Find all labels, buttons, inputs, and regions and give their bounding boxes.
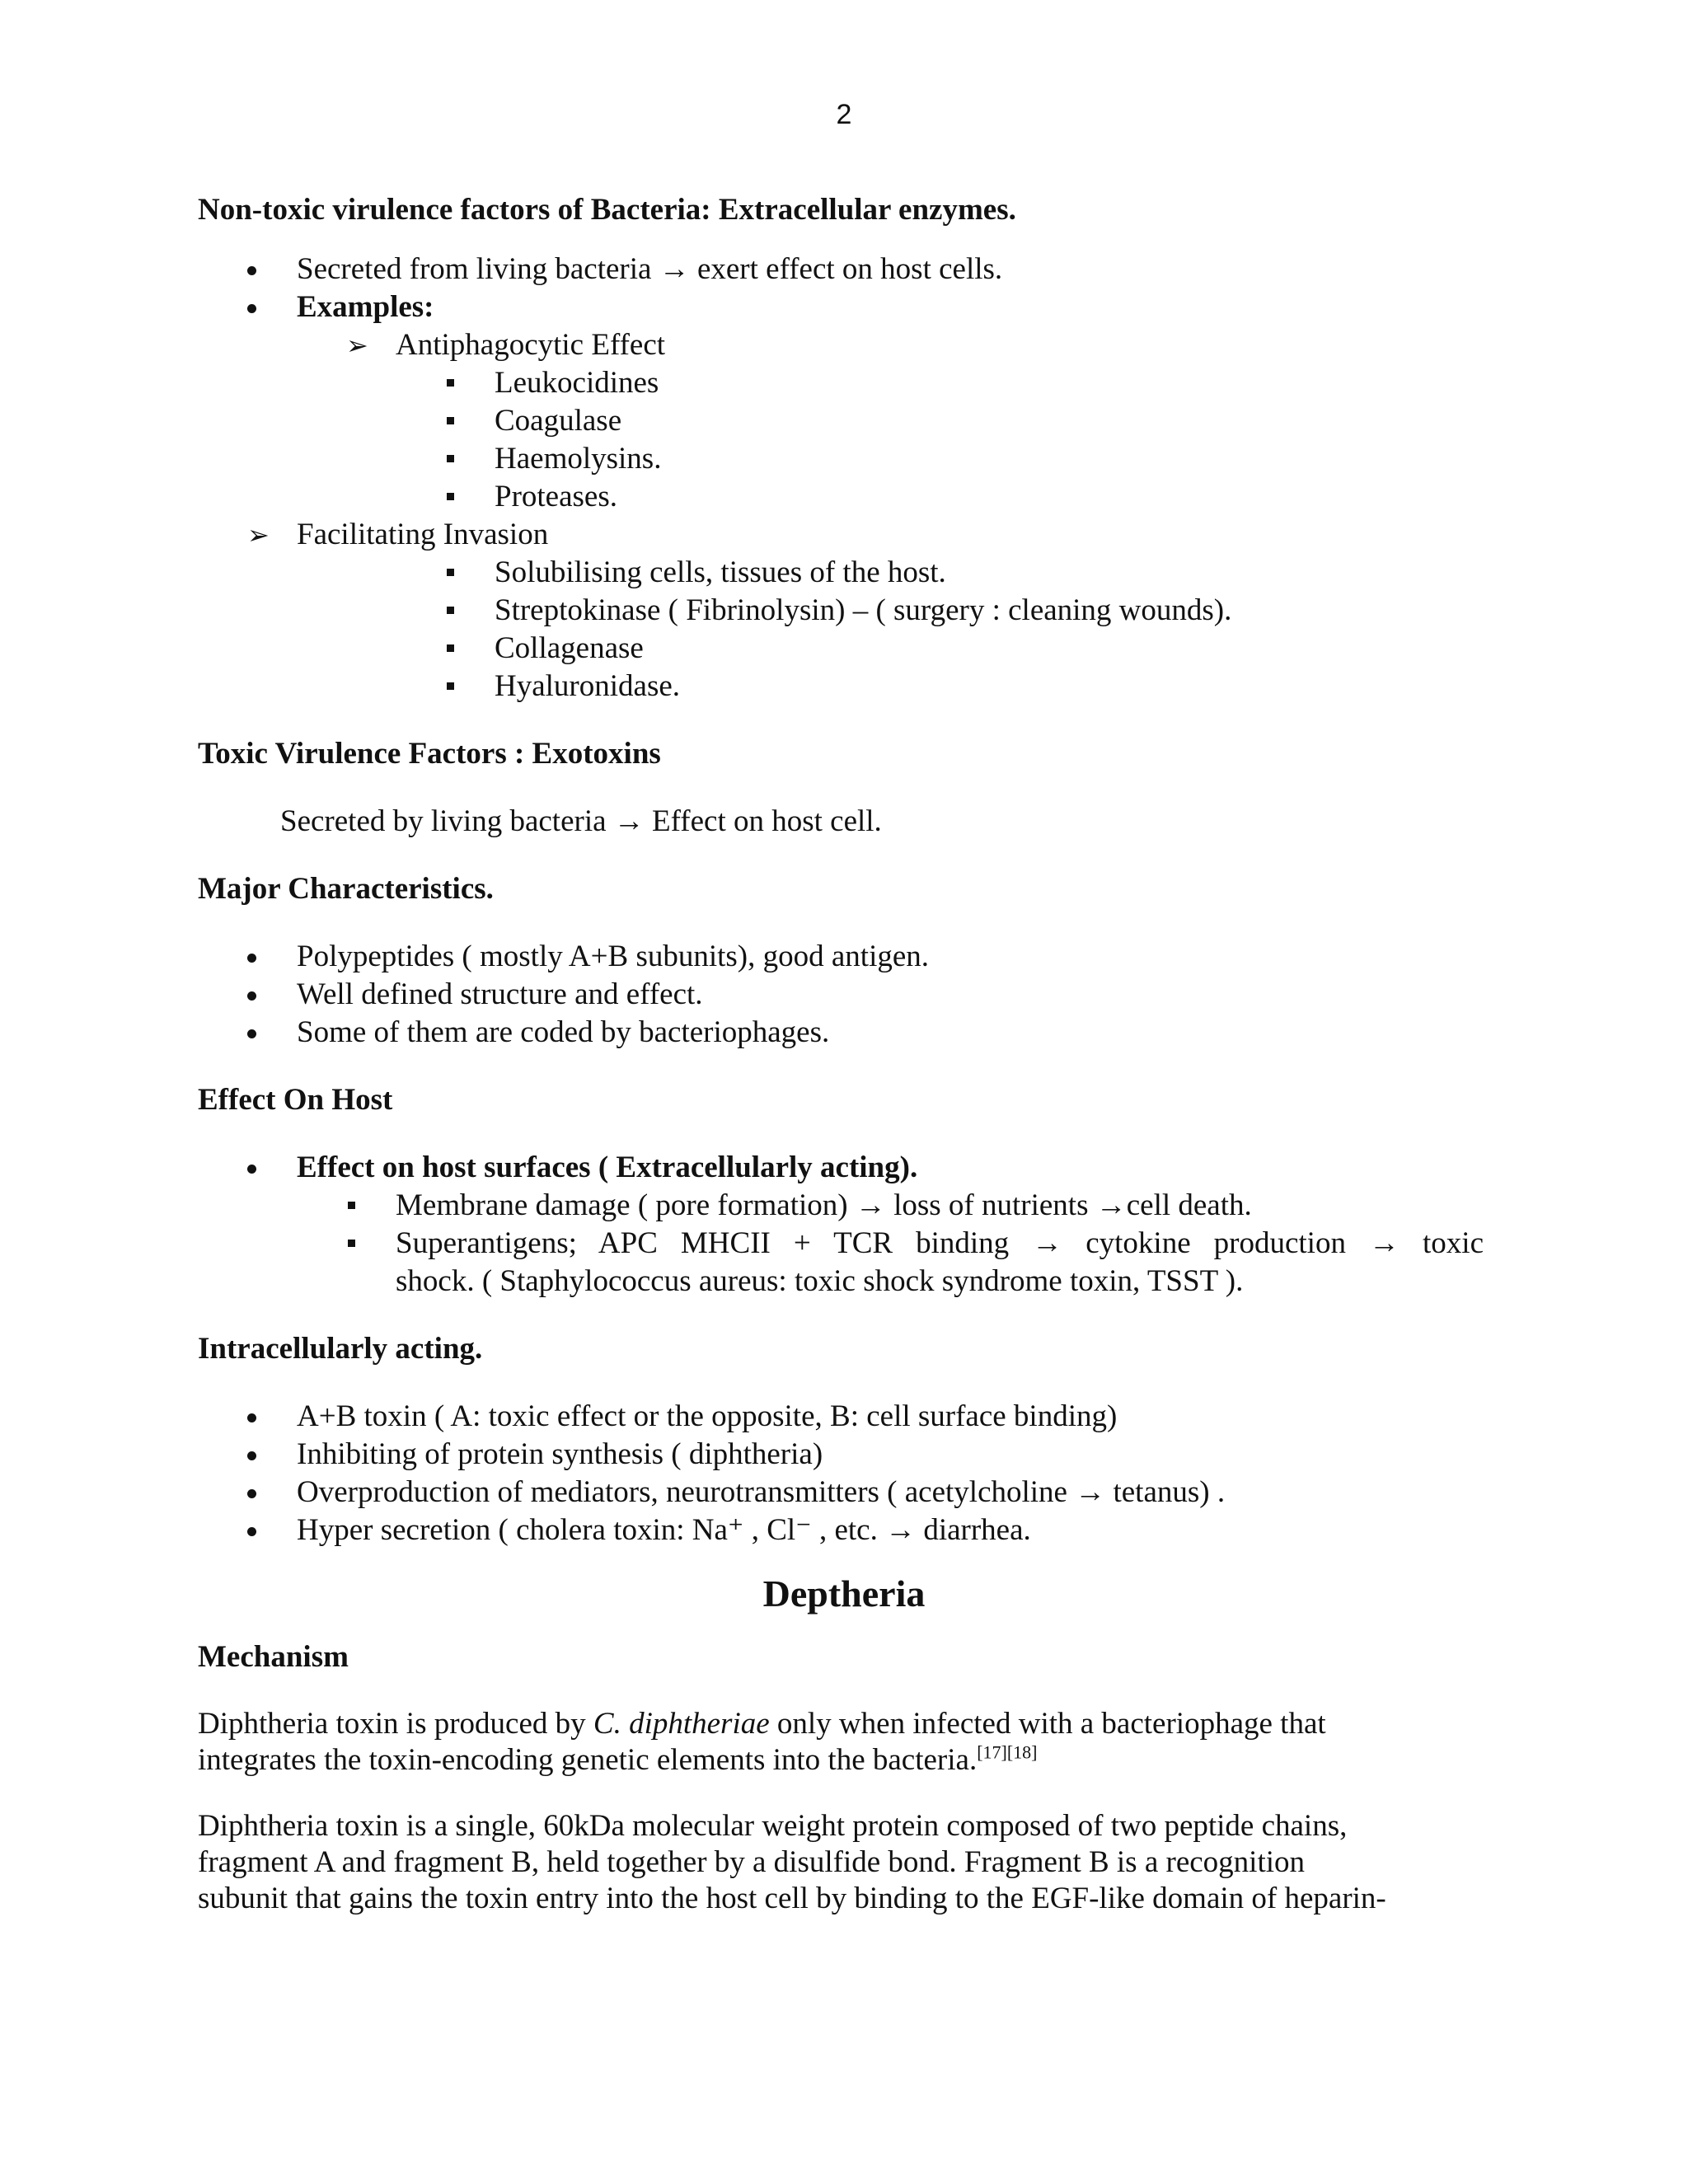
paragraph-line: fragment A and fragment B, held together by a disulfide bond. Fragment B is a recognition [198, 1845, 1306, 1879]
list-item: Streptokinase ( Fibrinolysin) – ( surgery : cleaning wounds). [198, 592, 1500, 630]
section-title-deptheria: Deptheria [762, 1572, 926, 1615]
list-item: Haemolysins. [198, 440, 1500, 478]
list-item: Superantigens; APC MHCII + TCR binding → cytokine production → toxic [198, 1225, 1484, 1263]
list-item: Some of them are coded by bacteriophages. [198, 1014, 1500, 1052]
list-item: Membrane damage ( pore formation) → loss of nutrients →cell death. [198, 1187, 1500, 1225]
list-item-host-surfaces: Effect on host surfaces ( Extracellularly acting). [198, 1149, 1500, 1187]
list-item: Collagenase [198, 630, 1500, 668]
arrow-bullet-icon: ➢ [346, 330, 368, 361]
list-item: Well defined structure and effect. [198, 976, 1500, 1014]
heading-mechanism: Mechanism [198, 1640, 349, 1674]
list-item: Leukocidines [198, 364, 1500, 402]
heading-effect-on-host: Effect On Host [198, 1083, 393, 1117]
list-item: A+B toxin ( A: toxic effect or the opposite, B: cell surface binding) [198, 1398, 1500, 1436]
heading-intracellularly-acting: Intracellularly acting. [198, 1332, 483, 1366]
list-item: Secreted from living bacteria → exert effect on host cells. [198, 251, 1500, 288]
heading-toxic-virulence: Toxic Virulence Factors : Exotoxins [198, 737, 661, 771]
list-item-antiphagocytic [198, 326, 1500, 364]
list-item-label: Antiphagocytic Effect [396, 328, 666, 362]
list-item: Overproduction of mediators, neurotransmitters ( acetylcholine → tetanus) . [198, 1474, 1500, 1511]
arrow-bullet-icon: ➢ [247, 519, 270, 551]
list-item: Solubilising cells, tissues of the host. [198, 554, 1500, 592]
paragraph-line: Diphtheria toxin is a single, 60kDa molecular weight protein composed of two peptide chains, [198, 1809, 1348, 1843]
list-item-continuation: shock. ( Staphylococcus aureus: toxic shock syndrome toxin, TSST ). [396, 1264, 1244, 1298]
paragraph-exotoxins: Secreted by living bacteria → Effect on host cell. [280, 804, 882, 838]
list-item: Hyper secretion ( cholera toxin: Na⁺ , Cl⁻ , etc. → diarrhea. [198, 1511, 1500, 1549]
paragraph-toxin-production [198, 1706, 1500, 1779]
paragraph-line [198, 1742, 1500, 1779]
text-span: integrates the toxin-encoding genetic elements into the bacteria. [198, 1743, 978, 1777]
list-item-label: Facilitating Invasion [297, 518, 549, 551]
list-item-invasion [198, 516, 1500, 554]
page-number: 2 [836, 99, 852, 130]
list-item: Inhibiting of protein synthesis ( diphtheria) [198, 1436, 1500, 1474]
paragraph-line [198, 1706, 1500, 1742]
list-item: Hyaluronidase. [198, 668, 1500, 705]
text-span: only when infected with a bacteriophage that [769, 1707, 1326, 1741]
paragraph-toxin-structure [198, 1808, 1500, 1917]
heading-major-characteristics: Major Characteristics. [198, 872, 494, 906]
species-name: C. diphtheriae [593, 1707, 770, 1741]
text-span: Diphtheria toxin is produced by [198, 1707, 593, 1741]
list-item: Proteases. [198, 478, 1500, 516]
document-body [198, 191, 1500, 1917]
citation-reference[interactable]: [17][18] [977, 1741, 1038, 1763]
heading-nontoxic-virulence: Non-toxic virulence factors of Bacteria: Extracellular enzymes. [198, 193, 1016, 227]
list-item: Polypeptides ( mostly A+B subunits), good antigen. [198, 938, 1500, 976]
list-item: Coagulase [198, 402, 1500, 440]
list-item-examples: Examples: [198, 288, 1500, 326]
paragraph-line: subunit that gains the toxin entry into the host cell by binding to the EGF-like domain of heparin- [198, 1882, 1386, 1915]
